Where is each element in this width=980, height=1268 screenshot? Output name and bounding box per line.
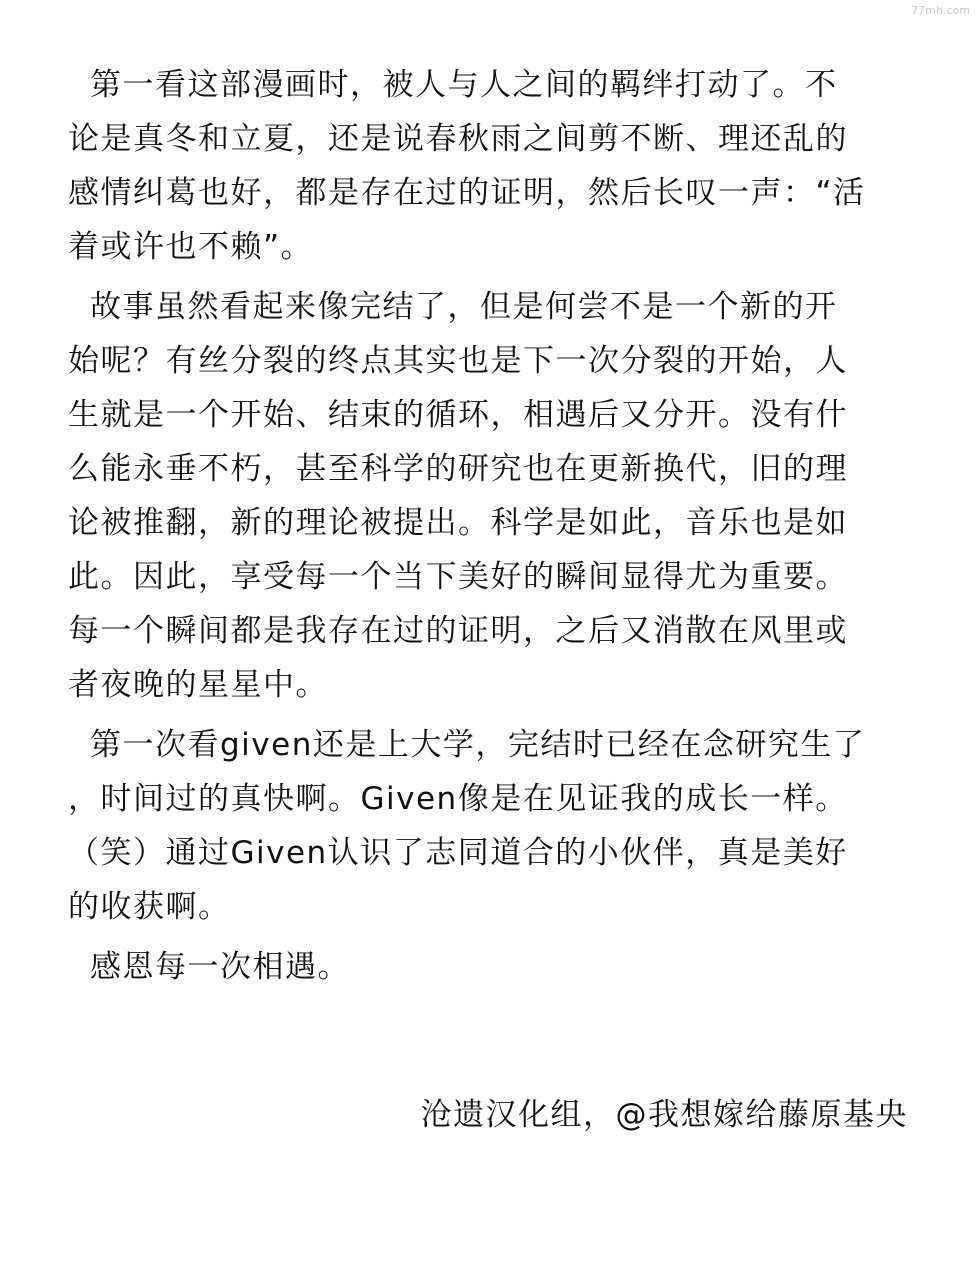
text-line: 故事虽然看起来像完结了，但是何尝不是一个新的开 (90, 289, 838, 325)
text-line: （笑）通过Given认识了志同道合的小伙伴，真是美好 (68, 835, 848, 871)
text-line: 始呢？有丝分裂的终点其实也是下一次分裂的开始，人 (68, 343, 848, 379)
text-line: 生就是一个开始、结束的循环，相遇后又分开。没有什 (68, 397, 848, 433)
paragraph-1 (68, 58, 912, 274)
text-line: 第一次看given还是上大学，完结时已经在念研究生了 (90, 727, 866, 763)
text-line: 感恩每一次相遇。 (90, 949, 350, 985)
text-line: 么能永垂不朽，甚至科学的研究也在更新换代，旧的理 (68, 451, 848, 487)
paragraph-3 (68, 718, 912, 934)
translator-credit: 沧遗汉化组，@我想嫁给藤原基央 (420, 1097, 908, 1133)
text-line: 者夜晚的星星中。 (68, 667, 328, 703)
paragraph-2 (68, 280, 912, 712)
text-line: ，时间过的真快啊。Given像是在见证我的成长一样。 (68, 781, 848, 817)
text-line: 第一看这部漫画时，被人与人之间的羁绊打动了。不 (90, 67, 838, 103)
text-line: 感情纠葛也好，都是存在过的证明，然后长叹一声：“活 (68, 175, 866, 211)
text-line: 论被推翻，新的理论被提出。科学是如此，音乐也是如 (68, 505, 848, 541)
text-line: 着或许也不赖”。 (68, 229, 314, 265)
paragraph-4 (68, 940, 912, 994)
text-line: 的收获啊。 (68, 889, 231, 925)
text-line: 此。因此，享受每一个当下美好的瞬间显得尤为重要。 (68, 559, 848, 595)
text-line: 每一个瞬间都是我存在过的证明，之后又消散在风里或 (68, 613, 848, 649)
watermark: 77mh.com (911, 4, 970, 17)
text-line: 论是真冬和立夏，还是说春秋雨之间剪不断、理还乱的 (68, 121, 848, 157)
afterword-text (68, 58, 912, 994)
